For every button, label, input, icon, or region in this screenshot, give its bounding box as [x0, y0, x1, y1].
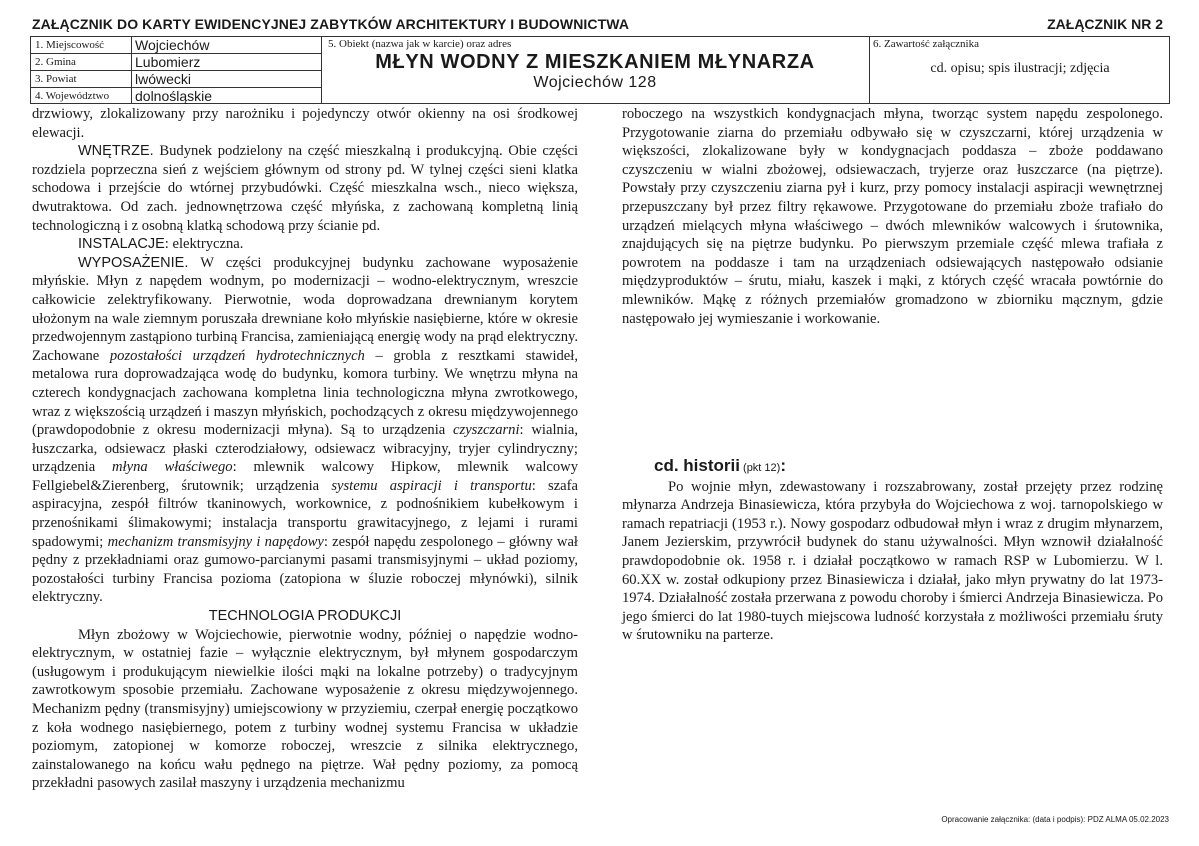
field-label-locality: 1. Miejscowość [35, 39, 105, 51]
equipment-text: : szafa aspiracyjna, zespół filtrów tkaninowych, workownice, z podnośnikiem kubełkowym i przenośnikami ślimakowymi; instalacja transportu grawitacyjnego, z lejami i rurami spadowymi; [32, 477, 578, 550]
field-label-voivodeship: 4. Województwo [35, 90, 110, 102]
field-value-locality: Wojciechów [135, 37, 210, 53]
history-point-ref: (pkt 12) [739, 462, 781, 474]
field-label-commune: 2. Gmina [35, 56, 76, 68]
equipment-text: W części produkcyjnej budynku zachowane wyposażenie młyńskie. Młyn z napędem wodnym, po modernizacji – wodno-elektrycznym, wreszcie całkowicie zelektryfikowany. Pierwotnie, woda doprowadzana drewnianym korytem ułożonym na wale ziemnym poruszała drewniane koło młyńskie nasiębierne, które w okresie przedwojennym zastąpiono turbiną Francisa, zamieniającą energię wody na prąd elektryczny. Zachowane [32, 254, 578, 364]
equipment-text: : zespół napędu zespolonego – główny wał pędny z przekładniami oraz gumowo-parcianymi pasami transmisyjnymi – układ poziomy, pozostałości turbiny Francisa pozioma (zatopiona w śluzie roboczej młynówki), silnik elektryczny. [32, 533, 578, 606]
attachment-header-title: ZAŁĄCZNIK DO KARTY EWIDENCYJNEJ ZABYTKÓW ARCHITEKTURY I BUDOWNICTWA [32, 16, 630, 32]
equipment-text: – grobla z resztkami stawideł, metalowa rura doprowadzająca wodę do budynku, komora turbiny. We wnętrzu młyna na czterech kondygnacjach zachowana kompletna linia technologiczna młyna zwrotkowego, wraz z większością urządzeń i maszyn młyńskich, pochodzących z okresu międzywojennego (prawdopodobnie z okresu modernizacji młyna). Są to urządzenia [32, 347, 578, 439]
section-heading-technology: TECHNOLOGIA PRODUKCJI [208, 608, 402, 625]
section-heading-interior: WNĘTRZE. [78, 143, 154, 160]
field-value-county: lwówecki [135, 71, 192, 87]
equipment-term: pozostałości urządzeń hydrotechnicznych [109, 347, 365, 364]
paragraph: drzwiowy, zlokalizowany przy narożniku i pojedynczy otwór okienny na osi środkowej elewacji. [32, 106, 578, 141]
equipment-term: młyna właściwego [112, 459, 233, 476]
object-title: MŁYN WODNY Z MIESZKANIEM MŁYNARZA [375, 51, 815, 73]
attachment-contents-value: cd. opisu; spis ilustracji; zdjęcia [930, 61, 1110, 76]
paragraph-equipment [32, 254, 578, 607]
equipment-text: : mlewnik walcowy Hipkow, mlewnik walcowy Fellgiebel&Zierenberg, śrutownik; urządzenia [32, 459, 578, 494]
interior-text: Budynek podzielony na część mieszkalną i produkcyjną. Obie części rozdziela poprzeczna sień z wejściem głównym od strony pd. W tylnej części sieni klatka schodowa i przejście do wtórnej przybudówki. Część mieszkalna wsch., nieco większa, dwutraktowa. Od zach. jednownętrzowa część młyńska, z zachowaną kompletną linią technologiczną i z osobną klatką schodową przy ścianie pd. [32, 143, 578, 234]
paragraph-history: Po wojnie młyn, zdewastowany i rozszabrowany, został przejęty przez rodzinę młynarza Andrzeja Binasiewicza, która przybyła do Wojciechowa z woj. tarnopolskiego w ramach repatriacji (1953 r.). Nowy gospodarz odbudował młyn i wraz z drugim młynarzem, Janem Jezierskim, przywrócił budynek do stanu używalności. Młyn wznowił działalność prawdopodobnie ok. 1958 r. i działał początkowo w ramach RSP w Lubomierzu. W l. 60.XX w. został odkupiony przez Binasiewicza i działał, jako młyn prywatny do lat 1973-1974. Działalność została przerwana z powodu choroby i śmierci Andrzeja Binasiewicza. Po jego śmierci do lat 1980-tuych miejscowa ludność korzystała z możliwości przemiału śruty w śrutowniku na parterze. [622, 478, 1164, 644]
object-label: 5. Obiekt (nazwa jak w karcie) oraz adres [328, 38, 512, 50]
history-title: cd. historii [654, 456, 740, 475]
attachment-contents-label: 6. Zawartość załącznika [873, 38, 979, 50]
right-text-column [622, 105, 1163, 328]
equipment-term: systemu aspiracji i transportu [331, 477, 532, 494]
object-address: Wojciechów 128 [533, 74, 657, 91]
installations-text: : elektryczna. [164, 236, 244, 253]
history-heading [622, 457, 1163, 478]
paragraph-installations [32, 235, 578, 254]
equipment-term: mechanizm transmisyjny i napędowy [107, 533, 324, 550]
left-text-column [32, 105, 578, 793]
form-header-box [30, 36, 1170, 104]
field-value-voivodeship: dolnośląskie [135, 88, 213, 104]
paragraph-continuation: roboczego na wszystkich kondygnacjach młyna, tworząc system napędu zespolonego. Przygotowanie ziarna do przemiału odbywało się w czyszczarni, której urządzenia w większości, zlokalizowane były w kondygnacjach poddasza – zboże poddawano czyszczeniu w wialni zbożowej, odsiewaczach, tryjerze oraz łuszczarce (na piętrze). Powstały przy czyszczeniu ziarna pył i kurz, przy pomocy instalacji aspiracji wewnętrznej przepuszczany był przez filtry rękawowe. Przygotowane do przemiału zboże trafiało do urządzeń mielących młyna właściwego – dwóch mlewników walcowych i śrutownika, znajdujących się na piętrze budynku. Po pierwszym przemiale część mlewa trafiała z powrotem na poddasze i tam na urządzeniach odsiewających następowało odsianie międzyproduktów – śrutu, miału, kaszek i mąki, z których część wracała powtórnie do mlewników. Mąkę z różnych przemiałów gromadzono w zbiorniku mącznym, gdzie następowało jej wymieszanie i workowanie. [622, 106, 1163, 327]
equipment-text: : wialnia, łuszczarka, odsiewacz płaski czterodziałowy, odsiewacz wibracyjny, tryjer cylindryczny; urządzenia [32, 422, 578, 476]
section-heading-installations: INSTALACJE [78, 236, 165, 253]
paragraph-interior [32, 142, 578, 235]
field-value-commune: Lubomierz [135, 54, 201, 70]
footer-prepared-by: Opracowanie załącznika: (data i podpis): PDZ ALMA 05.02.2023 [941, 815, 1169, 824]
section-heading-equipment: WYPOSAŻENIE. [78, 254, 189, 271]
field-label-county: 3. Powiat [35, 73, 77, 85]
history-section [622, 457, 1163, 645]
paragraph-technology: Młyn zbożowy w Wojciechowie, pierwotnie wodny, później o napędzie wodno-elektrycznym, w ostatniej fazie – wyłącznie elektrycznym, był młynem gospodarczym (usługowym i produkującym niewielkie ilości mąki na lokalne potrzeby) o tradycyjnym zawrotkowym sposobie przemiału. Zachowane wyposażenie z okresu międzywojennego. Mechanizm pędny (transmisyjny) umiejscowiony w przyziemiu, czerpał energię początkowo z koła wodnego nasiębiernego, potem z turbiny wodnej systemu Francisa w układzie poziomym, zatopionej w komorze roboczej, wreszcie z silnika elektrycznego, zainstalowanego na końcu wału pędnego na piętrze. Wał pędny poziomy, za pomocą przekładni pasowych zasilał maszyny i urządzenia mechanizmu [32, 626, 578, 792]
attachment-number: ZAŁĄCZNIK NR 2 [1047, 16, 1163, 32]
history-colon: : [780, 456, 786, 475]
equipment-term: czyszczarni [453, 422, 520, 439]
